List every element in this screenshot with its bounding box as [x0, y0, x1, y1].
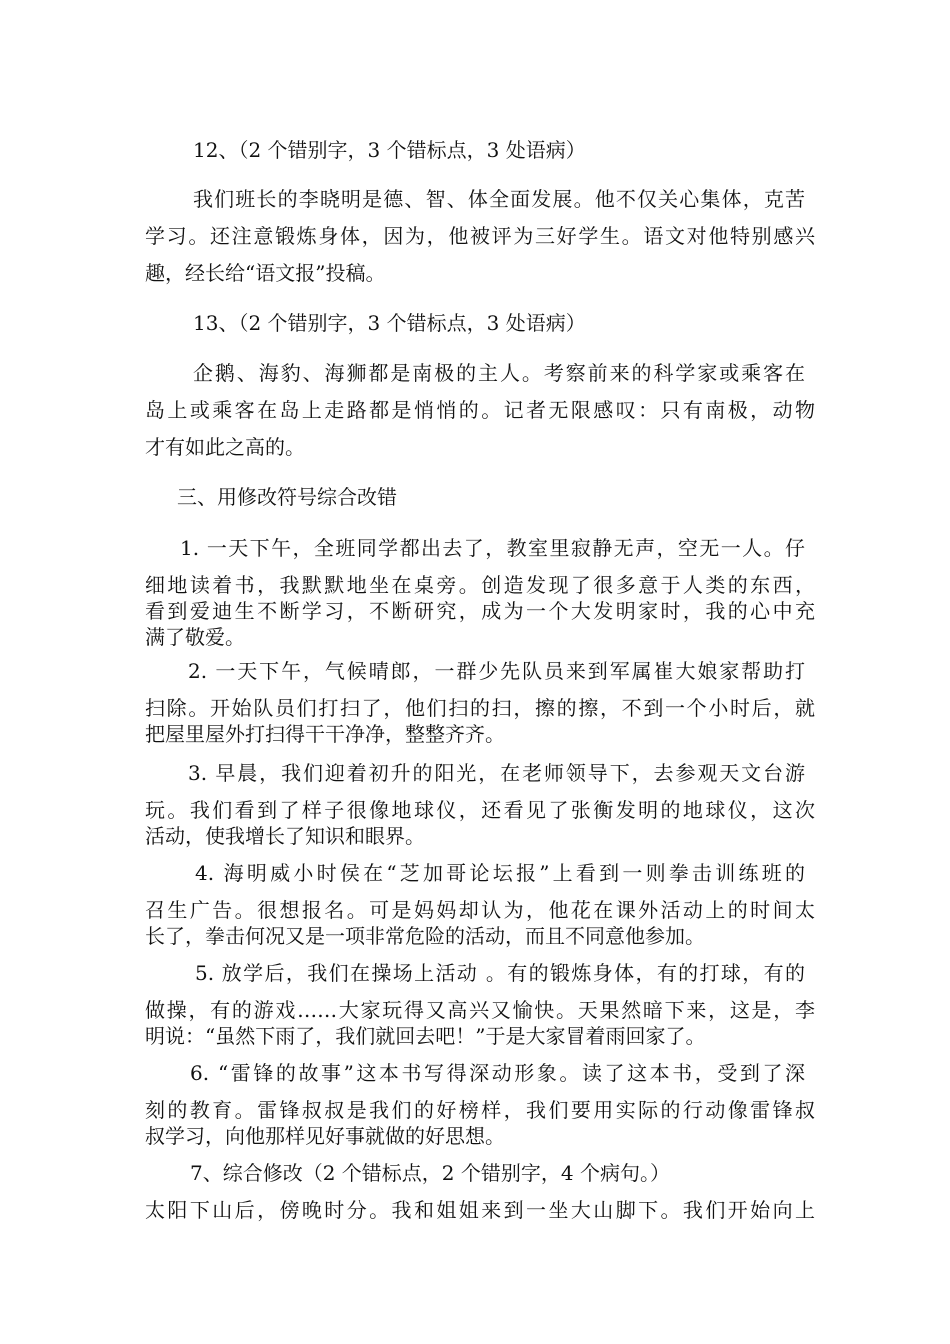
item-2-line-1: 2. 一天下午，气候晴郎，一群少先队员来到军属崔大娘家帮助打	[188, 659, 805, 683]
item-6-line-3: 叔学习，向他那样见好事就做的好思想。	[145, 1124, 505, 1148]
q13-line-1: 企鹅、海豹、海狮都是南极的主人。考察前来的科学家或乘客在	[193, 361, 805, 385]
q12-line-3: 趣，经长给“语文报”投稿。	[145, 261, 386, 285]
item-1-line-1: 1. 一天下午，全班同学都出去了，教室里寂静无声，空无一人。仔	[180, 536, 805, 560]
question-12-heading: 12、（2 个错别字，3 个错标点，3 处语病）	[193, 138, 586, 162]
item-3-line-3: 活动，使我增长了知识和眼界。	[145, 824, 425, 848]
q12-line-1: 我们班长的李晓明是德、智、体全面发展。他不仅关心集体，克苦	[193, 187, 805, 211]
item-4-line-2: 召生广告。很想报名。可是妈妈却认为，他花在课外活动上的时间太	[145, 898, 815, 922]
item-2-line-3: 把屋里屋外打扫得干干净净，整整齐齐。	[145, 722, 505, 746]
q12-line-2: 学习。还注意锻炼身体，因为，他被评为三好学生。语文对他特别感兴	[145, 224, 815, 248]
q13-line-3: 才有如此之高的。	[145, 435, 305, 459]
q13-line-2: 岛上或乘客在岛上走路都是悄悄的。记者无限感叹：只有南极，动物	[145, 398, 815, 422]
item-2-line-2: 扫除。开始队员们打扫了，他们扫的扫，擦的擦，不到一个小时后，就	[145, 696, 815, 720]
item-6-line-2: 刻的教育。雷锋叔叔是我们的好榜样，我们要用实际的行动像雷锋叔	[145, 1098, 815, 1122]
item-5-line-2: 做操，有的游戏……大家玩得又高兴又愉快。天果然暗下来，这是，李	[145, 998, 815, 1022]
item-1-line-4: 满了敬爱。	[145, 625, 245, 649]
item-1-line-2: 细地读着书，我默默地坐在桌旁。创造发现了很多意于人类的东西，	[145, 573, 815, 597]
item-7-line-1: 太阳下山后，傍晚时分。我和姐姐来到一坐大山脚下。我们开始向上	[145, 1198, 815, 1222]
question-13-heading: 13、（2 个错别字，3 个错标点，3 处语病）	[193, 311, 586, 335]
item-5-line-3: 明说：“虽然下雨了，我们就回去吧！”于是大家冒着雨回家了。	[145, 1024, 706, 1048]
item-3-line-2: 玩。我们看到了样子很像地球仪，还看见了张衡发明的地球仪，这次	[145, 798, 815, 822]
item-5-line-1: 5. 放学后，我们在操场上活动 。有的锻炼身体，有的打球，有的	[195, 961, 805, 985]
section-3-heading: 三、用修改符号综合改错	[177, 485, 397, 509]
item-7-heading: 7、综合修改（2 个错标点，2 个错别字，4 个病句。）	[190, 1161, 670, 1185]
item-4-line-3: 长了，拳击何况又是一项非常危险的活动，而且不同意他参加。	[145, 924, 705, 948]
item-6-line-1: 6. “雷锋的故事”这本书写得深动形象。读了这本书，受到了深	[190, 1061, 805, 1085]
item-1-line-3: 看到爱迪生不断学习，不断研究，成为一个大发明家时，我的心中充	[145, 599, 815, 623]
item-3-line-1: 3. 早晨，我们迎着初升的阳光，在老师领导下，去参观天文台游	[188, 761, 805, 785]
item-4-line-1: 4. 海明威小时侯在“芝加哥论坛报”上看到一则拳击训练班的	[195, 861, 805, 885]
